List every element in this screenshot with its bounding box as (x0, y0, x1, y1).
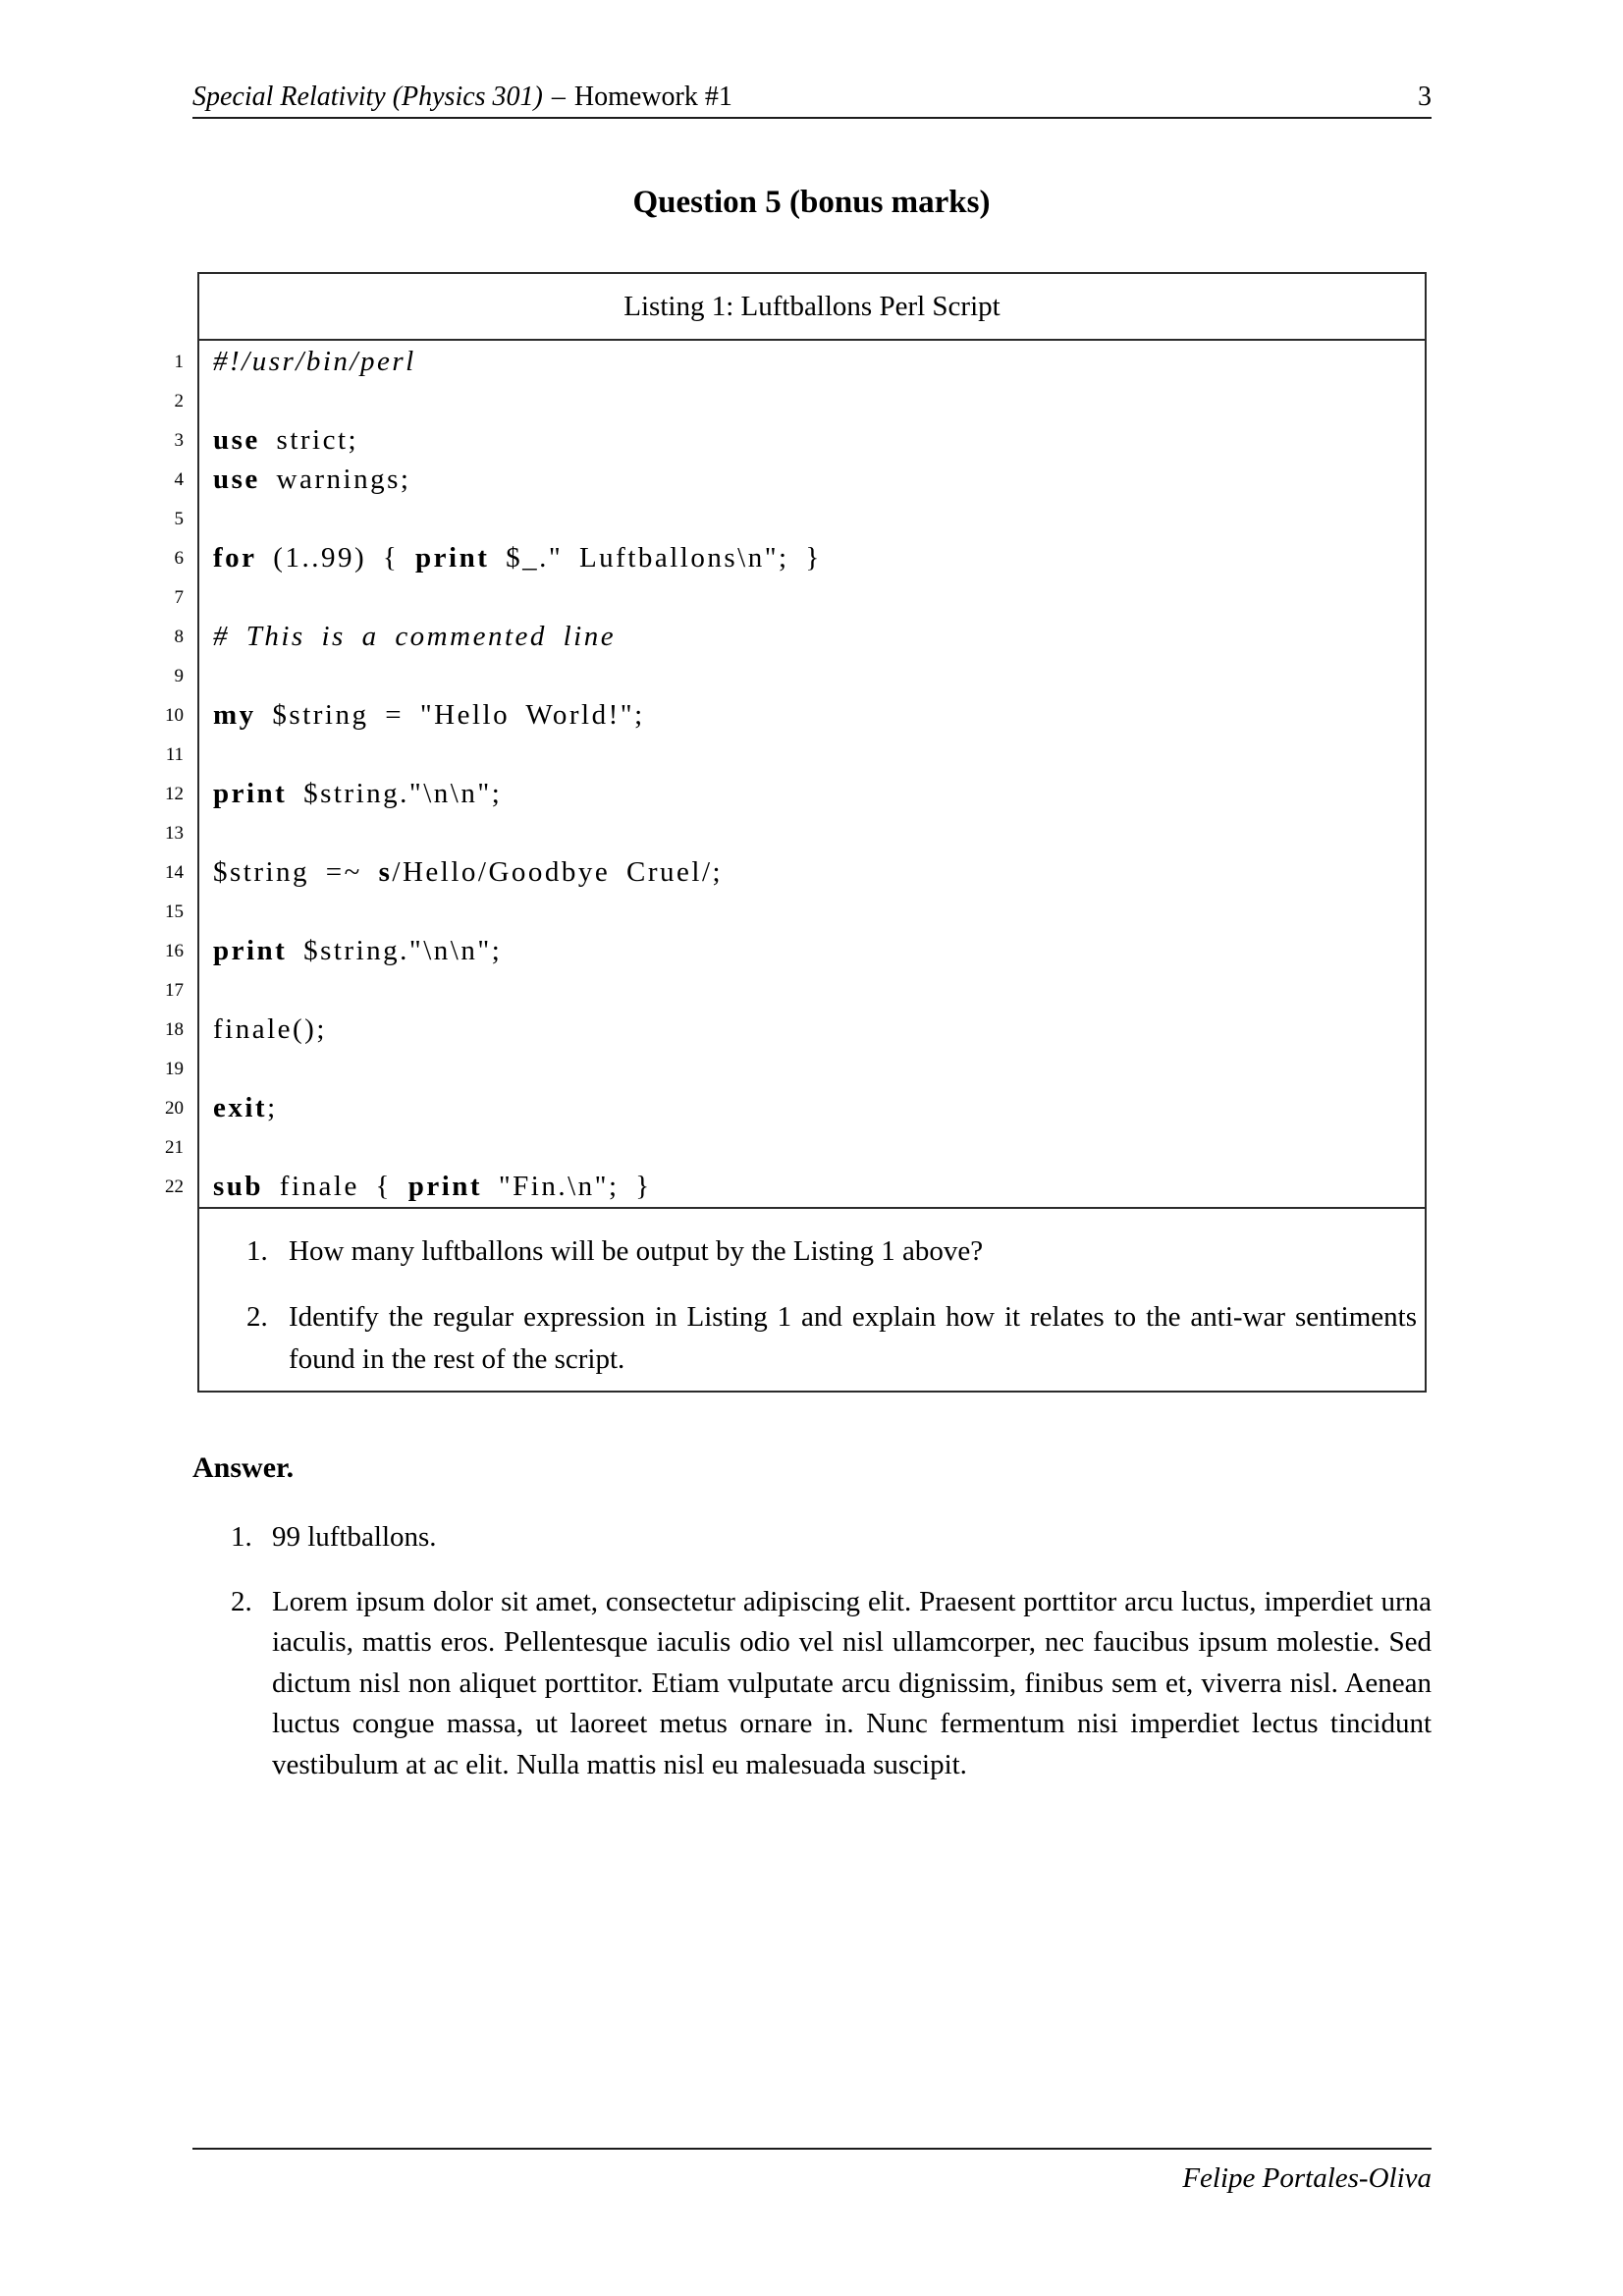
code-line (174, 617, 1425, 656)
code-line (174, 342, 1425, 381)
line-number: 4 (174, 469, 184, 490)
code-line (174, 538, 1425, 577)
code-line (174, 420, 1425, 460)
question-item (199, 1296, 1417, 1381)
answer-label: Answer. (192, 1451, 295, 1484)
header-title (192, 81, 732, 114)
code-segment: $string."\n\n"; (287, 778, 503, 809)
code-segment: "Fin.\n"; } (482, 1171, 652, 1202)
code-line (165, 1088, 1425, 1127)
question-item (199, 1230, 1417, 1273)
line-number: 14 (165, 862, 184, 883)
code-segment: finale { (263, 1171, 408, 1202)
line-number: 3 (174, 430, 184, 451)
code-line (165, 813, 1425, 852)
item-number: 1. (246, 1235, 268, 1267)
code-segment: $string."\n\n"; (287, 935, 503, 966)
code-segment: print (407, 1171, 483, 1202)
code-line (165, 695, 1425, 735)
footer-rule (192, 2148, 1432, 2150)
code-segment: use (213, 424, 260, 456)
item-number: 1. (231, 1521, 252, 1553)
code-line (165, 1049, 1425, 1088)
item-text: Lorem ipsum dolor sit amet, consectetur adipiscing elit. Praesent porttitor arcu luctus, imperdiet urna iaculis, mattis eros. Pellentesque iaculis odio vel nisl ullamcorper, nec faucibus ipsum molestie. Sed dictum nisl non aliquet porttitor. Etiam vulputate arcu dignissim, finibus sem et, viverra nisl. Aenean luctus congue massa, ut laoreet metus ornare in. Nunc fermentum nisi imperdiet lectus tincidunt vestibulum at ac elit. Nulla mattis nisl eu malesuada suscipit. (272, 1585, 1432, 1780)
listing-caption: Listing 1: Luftballons Perl Script (199, 274, 1425, 341)
header-homework: Homework #1 (573, 82, 732, 112)
code-segment: print (213, 935, 288, 966)
code-line (165, 735, 1425, 774)
line-number: 2 (174, 391, 184, 411)
code-segment: /Hello/Goodbye Cruel/; (392, 856, 724, 888)
code-segment: (1..99) { (256, 542, 416, 574)
item-text: Identify the regular expression in Listing 1 and explain how it relates to the anti-war sentiments found in the rest of the script. (289, 1301, 1417, 1375)
item-text: 99 luftballons. (272, 1521, 437, 1553)
line-number: 11 (165, 744, 184, 765)
code-segment: exit (213, 1092, 268, 1123)
code-line (174, 656, 1425, 695)
item-number: 2. (246, 1301, 268, 1333)
listing-box (165, 272, 1427, 1393)
line-number: 6 (174, 548, 184, 569)
item-text: How many luftballons will be output by the Listing 1 above? (289, 1235, 984, 1267)
footer-author: Felipe Portales-Oliva (1182, 2162, 1432, 2194)
code-listing (165, 341, 1425, 1207)
code-segment: strict; (259, 424, 359, 456)
code-line (165, 1127, 1425, 1167)
line-number: 9 (174, 666, 184, 686)
code-segment: print (213, 778, 288, 809)
answer-item (192, 1582, 1432, 1786)
code-line (165, 1010, 1425, 1049)
line-number: 18 (165, 1019, 184, 1040)
code-segment: #!/usr/bin/perl (213, 346, 416, 377)
line-number: 17 (165, 980, 184, 1001)
code-segment: sub (213, 1171, 264, 1202)
line-number: 15 (165, 902, 184, 922)
line-number: 10 (165, 705, 184, 726)
code-segment: warnings; (259, 464, 411, 495)
line-number: 16 (165, 941, 184, 961)
line-number: 7 (174, 587, 184, 608)
line-number: 5 (174, 509, 184, 529)
code-line (174, 499, 1425, 538)
code-line (174, 381, 1425, 420)
line-number: 20 (165, 1098, 184, 1119)
line-number: 22 (165, 1176, 184, 1197)
code-segment: my (213, 699, 256, 731)
code-line (165, 774, 1425, 813)
line-number: 13 (165, 823, 184, 844)
header-rule (192, 117, 1432, 119)
code-segment: # This is a commented line (213, 621, 617, 652)
code-line (165, 931, 1425, 970)
line-number: 1 (174, 352, 184, 372)
answer-list (192, 1517, 1432, 1809)
code-segment: finale(); (213, 1013, 327, 1045)
page-number: 3 (1418, 82, 1432, 112)
code-line (165, 892, 1425, 931)
line-number: 12 (165, 784, 184, 804)
line-number: 21 (165, 1137, 184, 1158)
question-title: Question 5 (bonus marks) (632, 185, 991, 220)
code-segment: use (213, 464, 260, 495)
item-number: 2. (231, 1585, 252, 1617)
code-segment: $_." Luftballons\n"; } (489, 542, 822, 574)
answer-item (192, 1517, 1432, 1558)
questions-list (199, 1207, 1425, 1391)
code-line (165, 852, 1425, 892)
code-segment: s (378, 856, 393, 888)
header-separator: – (551, 82, 566, 112)
code-segment: $string = "Hello World!"; (255, 699, 645, 731)
line-number: 8 (174, 627, 184, 647)
code-segment: for (213, 542, 257, 574)
code-line (165, 1167, 1425, 1206)
code-line (174, 577, 1425, 617)
code-segment: $string =~ (213, 856, 379, 888)
code-line (174, 460, 1425, 499)
page-header (192, 81, 1432, 114)
code-segment: ; (267, 1092, 278, 1123)
header-course: Special Relativity (Physics 301) (192, 82, 543, 112)
line-number: 19 (165, 1059, 184, 1079)
code-line (165, 970, 1425, 1010)
code-segment: print (415, 542, 490, 574)
